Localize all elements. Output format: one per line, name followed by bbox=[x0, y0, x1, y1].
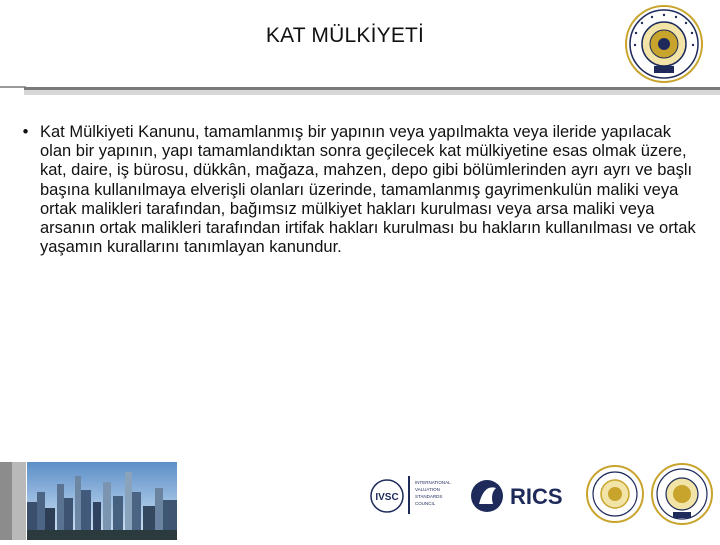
gold-seal-logo bbox=[587, 466, 643, 522]
svg-text:VALUATION: VALUATION bbox=[415, 487, 440, 492]
footer-logos bbox=[360, 462, 720, 540]
footer-accent-bar bbox=[0, 462, 12, 540]
footer-accent-bar-light bbox=[12, 462, 26, 540]
svg-text:STANDARDS: STANDARDS bbox=[415, 494, 443, 499]
svg-text:COUNCIL: COUNCIL bbox=[415, 501, 436, 506]
page-title: KAT MÜLKİYETİ bbox=[265, 24, 425, 47]
body-content bbox=[18, 123, 698, 257]
rics-logo bbox=[471, 480, 563, 512]
ankara-university-logo-footer bbox=[652, 464, 712, 524]
bullet-item bbox=[18, 123, 698, 257]
ivsc-label: IVSC bbox=[375, 492, 399, 503]
header-left-line bbox=[0, 86, 26, 88]
bullet-text: Kat Mülkiyeti Kanunu, tamamlanmış bir yapının veya yapılmakta veya ileride yapılacak olan bir yapının, yapı tamamlandıktan sonra geçilecek kat mülkiyetine esas olmak üzere, kat, daire, iş bürosu, dükkân, mağaza, mahzen, depo gibi bölümlerinden ayrı ayrı ve başlı başına kullanılmaya elverişli olanları üzerinde, tamamlanmış gayrimenkulün maliki veya ortak malikleri tarafından, bağımsız mülkiyet hakları kurulması veya arsa maliki veya arsanın ortak malikleri tarafından irtifak hakları kurulması bu hakların kullanılması ve ortak yaşamın kurallarını tanımlayan kanundur. bbox=[40, 123, 696, 257]
city-skyline-image bbox=[27, 462, 177, 540]
bullet-marker: • bbox=[18, 123, 29, 141]
svg-text:INTERNATIONAL: INTERNATIONAL bbox=[415, 480, 451, 485]
ankara-university-logo bbox=[624, 4, 704, 84]
rics-label: RICS bbox=[510, 484, 563, 509]
header-rule-shadow bbox=[24, 90, 720, 95]
ivsc-logo bbox=[371, 476, 451, 514]
partner-logos bbox=[360, 462, 720, 540]
